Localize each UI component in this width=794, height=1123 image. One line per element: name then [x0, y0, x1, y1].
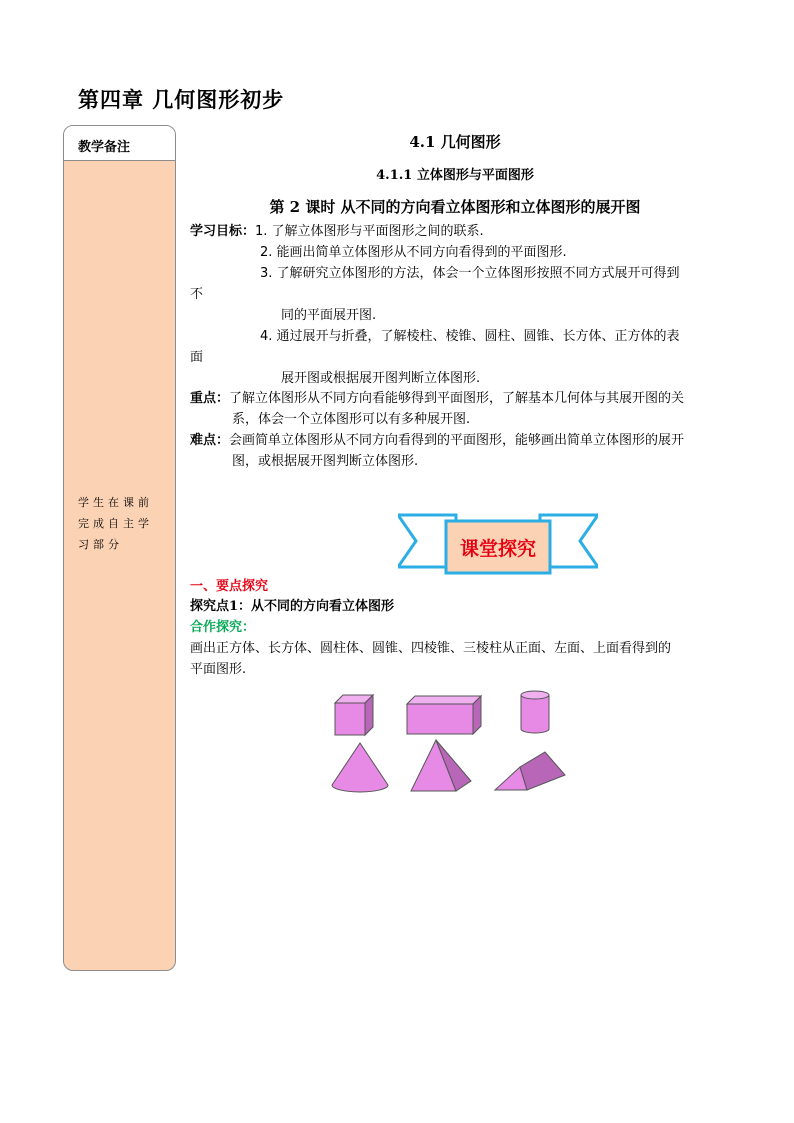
objectives-label: 学习目标：: [190, 224, 256, 239]
teaching-notes-sidebar: [63, 125, 176, 971]
objective-4-wrap: 面: [190, 350, 204, 365]
part1-heading-num: 一、: [190, 579, 217, 594]
cuboid-icon: [407, 696, 481, 734]
key-points-line2: 系，体会一个立体图形可以有多种展开图.: [232, 412, 471, 427]
sidebar-note: 学生在课前完成自主学习部分: [78, 496, 153, 551]
objective-2: 2. 能画出简单立体图形从不同方向看得到的平面图形.: [260, 245, 567, 260]
objectives-block: [190, 222, 484, 242]
part1-heading: [190, 577, 268, 597]
key-points-label: 重点：: [190, 391, 230, 406]
banner-text: 课堂探究: [459, 538, 537, 560]
coop-label: 合作探究：: [190, 620, 256, 635]
task-line2: 平面图形.: [190, 662, 247, 677]
objective-4: 4. 通过展开与折叠，了解棱柱、棱锥、圆柱、圆锥、长方体、正方体的表: [260, 329, 680, 344]
square-pyramid-icon: [411, 740, 471, 791]
objective-1: 1. 了解立体图形与平面图形之间的联系.: [255, 224, 484, 239]
class-exploration-banner: [398, 511, 598, 581]
lesson-title: 第 2 课时 从不同的方向看立体图形和立体图形的展开图: [269, 198, 641, 216]
section-title: 4.1 几何图形: [409, 133, 501, 151]
sidebar-header: [64, 126, 175, 161]
sidebar-header-label: 教学备注: [78, 140, 131, 155]
difficulties-line1: 会画简单立体图形从不同方向看得到的平面图形，能够画出简单立体图形的展开: [229, 433, 685, 448]
objective-4-cont: 展开图或根据展开图判断立体图形.: [281, 371, 481, 386]
key-points-line1: 了解立体图形从不同方向看能够得到平面图形，了解基本几何体与其展开图的关: [229, 391, 685, 406]
difficulties-line2: 图，或根据展开图判断立体图形.: [232, 454, 419, 469]
part1-heading-text: 要点探究: [216, 579, 269, 594]
solids-figure: [325, 685, 575, 800]
task-line1: 画出正方体、长方体、圆柱体、圆锥、四棱锥、三棱柱从正面、左面、上面看得到的: [190, 641, 672, 656]
objective-3-wrap: 不: [190, 287, 204, 302]
objective-3: 3. 了解研究立体图形的方法，体会一个立体图形按照不同方式展开可得到: [260, 266, 680, 281]
difficulties-label: 难点：: [190, 433, 230, 448]
triangular-prism-icon: [495, 752, 565, 790]
cone-icon: [332, 743, 388, 792]
difficulties: [190, 431, 684, 451]
ribbon-icon: [398, 511, 598, 581]
key-points: [190, 389, 684, 409]
subsection-title: 4.1.1 立体图形与平面图形: [376, 168, 534, 183]
chapter-title: 第四章 几何图形初步: [78, 87, 285, 112]
cylinder-icon: [521, 691, 549, 733]
cube-icon: [335, 695, 373, 735]
objective-3-cont: 同的平面展开图.: [281, 308, 377, 323]
point-title: 探究点1：从不同的方向看立体图形: [190, 599, 395, 614]
